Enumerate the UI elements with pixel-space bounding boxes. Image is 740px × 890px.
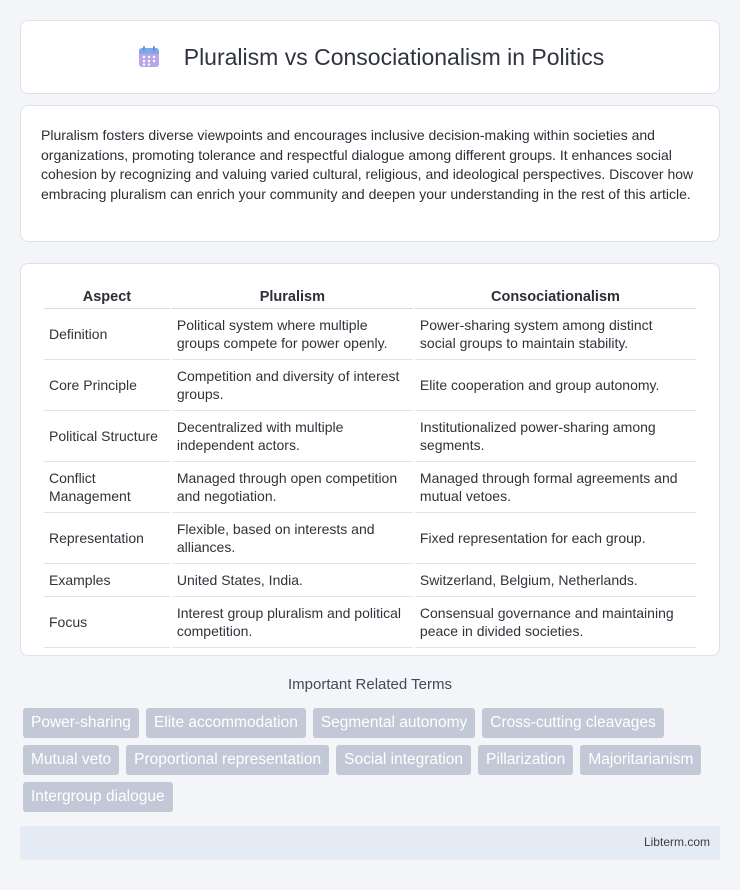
table-row bbox=[44, 564, 696, 597]
related-terms-title: Important Related Terms bbox=[288, 676, 452, 693]
aspect-cell: Focus bbox=[44, 597, 170, 648]
aspect-cell: Conflict Management bbox=[44, 462, 170, 513]
term-tag[interactable]: Cross-cutting cleavages bbox=[482, 708, 663, 738]
aspect-cell: Definition bbox=[44, 309, 170, 360]
intro-paragraph: Pluralism fosters diverse viewpoints and encourages inclusive decision-making within societies and organizations, promoting tolerance and respectful dialogue among different groups. It enhances social cohesion by recognizing and valuing varied cultural, religious, and ideological perspectives. Discover how embracing pluralism can enrich your community and deepen your understanding in the rest of this article. bbox=[41, 127, 694, 202]
table-header-row bbox=[44, 284, 696, 309]
pluralism-cell: Managed through open competition and negotiation. bbox=[172, 462, 413, 513]
pluralism-cell: Interest group pluralism and political competition. bbox=[172, 597, 413, 648]
table-row bbox=[44, 309, 696, 360]
table-row bbox=[44, 462, 696, 513]
pluralism-cell: Competition and diversity of interest groups. bbox=[172, 360, 413, 411]
aspect-cell: Core Principle bbox=[44, 360, 170, 411]
intro-card bbox=[20, 105, 720, 242]
aspect-cell: Representation bbox=[44, 513, 170, 564]
term-tag[interactable]: Proportional representation bbox=[126, 745, 329, 775]
table-row bbox=[44, 411, 696, 462]
header-pluralism: Pluralism bbox=[172, 284, 413, 309]
term-tag[interactable]: Majoritarianism bbox=[580, 745, 701, 775]
pluralism-cell: Decentralized with multiple independent actors. bbox=[172, 411, 413, 462]
consociationalism-cell: Elite cooperation and group autonomy. bbox=[415, 360, 696, 411]
calendar-grid-icon bbox=[136, 44, 162, 70]
table-row bbox=[44, 513, 696, 564]
consociationalism-cell: Managed through formal agreements and mutual vetoes. bbox=[415, 462, 696, 513]
footer bbox=[20, 826, 720, 860]
aspect-cell: Political Structure bbox=[44, 411, 170, 462]
term-tag[interactable]: Pillarization bbox=[478, 745, 573, 775]
consociationalism-cell: Power-sharing system among distinct social groups to maintain stability. bbox=[415, 309, 696, 360]
consociationalism-cell: Fixed representation for each group. bbox=[415, 513, 696, 564]
page-title: Pluralism vs Consociationalism in Politics bbox=[183, 43, 605, 70]
aspect-cell: Examples bbox=[44, 564, 170, 597]
term-tag[interactable]: Intergroup dialogue bbox=[23, 782, 173, 812]
comparison-table bbox=[42, 284, 698, 648]
pluralism-cell: Flexible, based on interests and alliances. bbox=[172, 513, 413, 564]
related-terms-list bbox=[23, 708, 723, 812]
term-tag[interactable]: Power-sharing bbox=[23, 708, 139, 738]
term-tag[interactable]: Segmental autonomy bbox=[313, 708, 475, 738]
comparison-table-card bbox=[20, 263, 720, 656]
consociationalism-cell: Institutionalized power-sharing among segments. bbox=[415, 411, 696, 462]
consociationalism-cell: Switzerland, Belgium, Netherlands. bbox=[415, 564, 696, 597]
footer-site-link[interactable]: Libterm.com bbox=[643, 835, 710, 849]
consociationalism-cell: Consensual governance and maintaining peace in divided societies. bbox=[415, 597, 696, 648]
pluralism-cell: United States, India. bbox=[172, 564, 413, 597]
pluralism-cell: Political system where multiple groups compete for power openly. bbox=[172, 309, 413, 360]
header-aspect: Aspect bbox=[44, 284, 170, 309]
term-tag[interactable]: Social integration bbox=[336, 745, 471, 775]
term-tag[interactable]: Elite accommodation bbox=[146, 708, 306, 738]
header-card bbox=[20, 20, 720, 94]
header-consociationalism: Consociationalism bbox=[415, 284, 696, 309]
term-tag[interactable]: Mutual veto bbox=[23, 745, 119, 775]
table-row bbox=[44, 597, 696, 648]
table-row bbox=[44, 360, 696, 411]
